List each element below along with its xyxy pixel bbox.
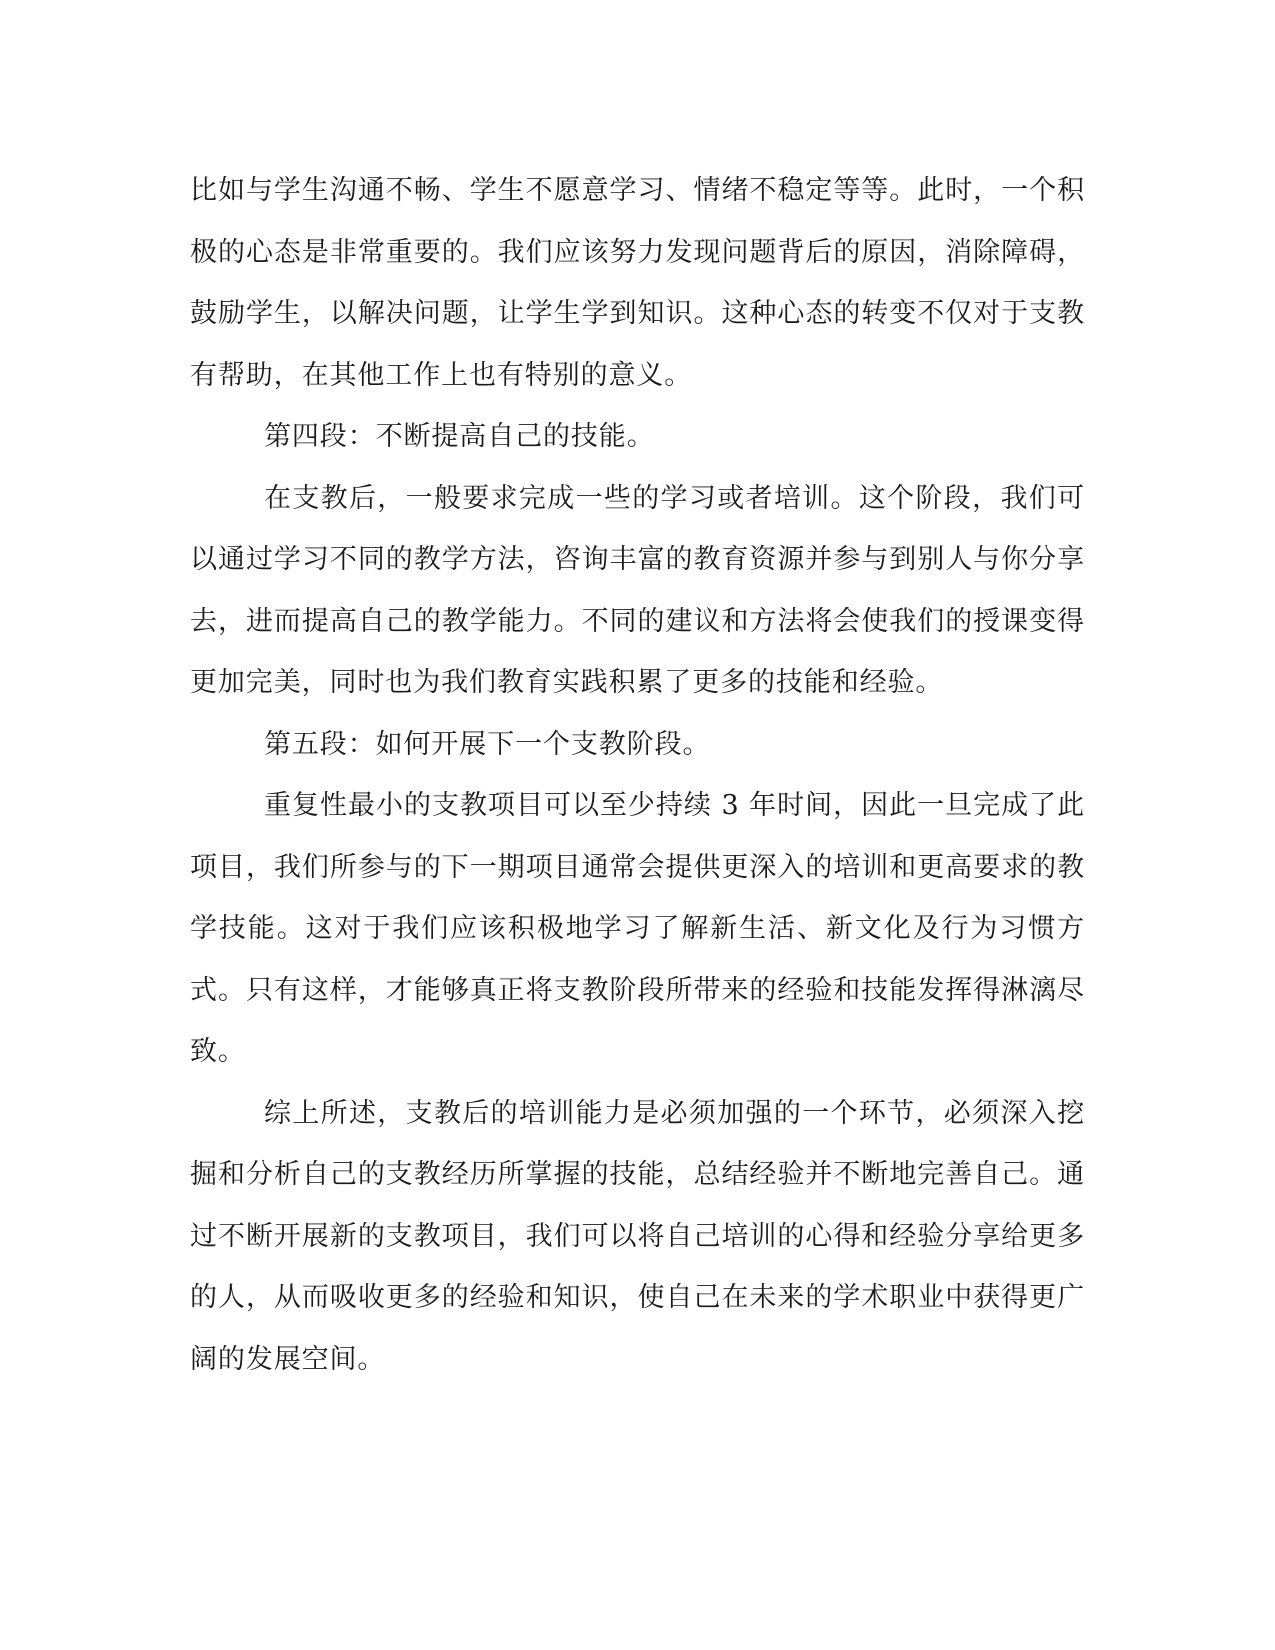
section-heading-5: 第五段：如何开展下一个支教阶段。 bbox=[264, 728, 711, 760]
paragraph-continuation: 比如与学生沟通不畅、学生不愿意学习、情绪不稳定等等。此时，一个积极的心态是非常重要的。我们应该努力发现问题背后的原因，消除障碍，鼓励学生，以解决问题，让学生学到知识。这种心态的转变不仅对于支教有帮助，在其他工作上也有特别的意义。 bbox=[190, 175, 1085, 391]
section-heading-4: 第四段：不断提高自己的技能。 bbox=[264, 421, 655, 452]
document-body bbox=[190, 160, 1085, 1390]
paragraph-conclusion: 综上所述，支教后的培训能力是必须加强的一个环节，必须深入挖掘和分析自己的支教经历所掌握的技能，总结经验并不断地完善自己。通过不断开展新的支教项目，我们可以将自己培训的心得和经验分享给更多的人，从而吸收更多的经验和知识，使自己在未来的学术职业中获得更广阔的发展空间。 bbox=[190, 1097, 1085, 1375]
paragraph-section-5: 重复性最小的支教项目可以至少持续 3 年时间，因此一旦完成了此项目，我们所参与的下一期项目通常会提供更深入的培训和更高要求的教学技能。这对于我们应该积极地学习了解新生活、新文化及行为习惯方式。只有这样，才能够真正将支教阶段所带来的经验和技能发挥得淋漓尽致。 bbox=[190, 790, 1085, 1067]
paragraph-section-4: 在支教后，一般要求完成一些的学习或者培训。这个阶段，我们可以通过学习不同的教学方法，咨询丰富的教育资源并参与到别人与你分享去，进而提高自己的教学能力。不同的建议和方法将会使我们的授课变得更加完美，同时也为我们教育实践积累了更多的技能和经验。 bbox=[190, 482, 1085, 698]
